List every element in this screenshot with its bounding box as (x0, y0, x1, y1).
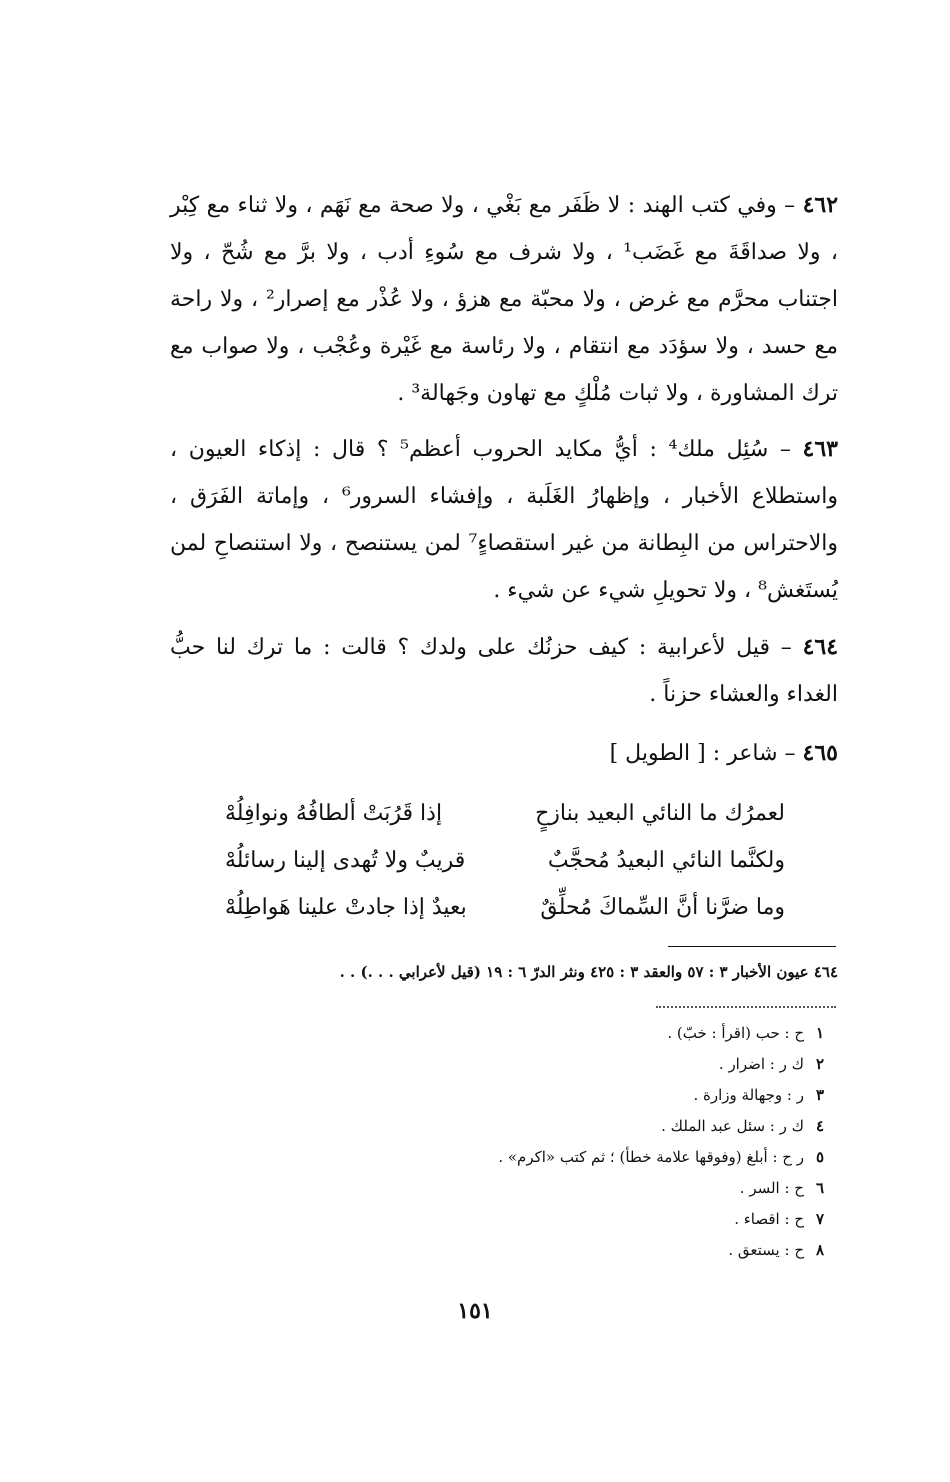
footnote (200, 1018, 836, 1049)
verse-first-hemistich: وما ضرَّنا أنَّ السِّماكَ مُحلِّقٌ (540, 895, 785, 920)
paragraph-number: ٤٦٤ (802, 634, 839, 660)
footnote (200, 1111, 836, 1142)
footnote (200, 1173, 836, 1204)
paragraph-464 (170, 624, 838, 718)
footnotes-list (200, 1018, 836, 1266)
verse-second-hemistich: إذا قَرُبَتْ ألطافُهُ ونوافِلُهْ (225, 801, 443, 826)
footnote-number: ٥ (815, 1148, 825, 1166)
source-note: ٤٦٤ عيون الأخبار ٣ : ٥٧ والعقد ٣ : ٤٢٥ ونثر الدرّ ٦ : ١٩ (قيل لأعرابي . . .) . . (339, 963, 838, 981)
footnote-text: ر ح : أبلغ (وفوقها علامة خطأ) ؛ ثم كتب «اكرم» . (498, 1148, 804, 1166)
paragraph-text: – سُئِل ملك⁴ : أيُّ مكايد الحروب أعظم⁵ ؟ قال : إذكاء العيون ، واستطلاع الأخبار ، وإظهارُ الغَلَبة ، وإفشاء السرور⁶ ، وإماتة الفَرَق ، والاحتراس من البِطانة من غير استقصاءٍ⁷ لمن يستنصح ، ولا استنصاحِ لمن يُستَغش⁸ ، ولا تحويلِ شيء عن شيء . (170, 437, 839, 603)
paragraph-text: – وفي كتب الهند : لا ظَفَر مع بَغْي ، ولا صحة مع نَهَم ، ولا ثناء مع كِبْر ، ولا صداقَةَ مع غَضَب¹ ، ولا شرف مع سُوءِ أدب ، ولا برَّ مع شُحّ ، ولا اجتناب محرَّم مع غرض ، ولا محبّة مع هزؤ ، ولا عُذْر مع إصرار² ، ولا راحة مع حسد ، ولا سؤدَد مع انتقام ، ولا رئاسة مع غَيْرة وعُجْب ، ولا صواب مع ترك المشاورة ، ولا ثبات مُلْكٍ مع تهاون وجَهالة³ . (170, 193, 838, 406)
verse-second-hemistich: قريبٌ ولا تُهدى إلينا رسائلُهْ (225, 848, 466, 873)
footnote-text: ح : السر . (739, 1179, 804, 1197)
footnote-number: ٣ (815, 1086, 825, 1104)
paragraph-number: ٤٦٣ (802, 436, 838, 462)
footnote-number: ٨ (815, 1241, 825, 1259)
verse-line (225, 837, 785, 884)
footnote-text: ح : يستعق . (728, 1241, 804, 1259)
paragraph-465 (170, 730, 838, 777)
footnote-text: ك ر : اضرار . (718, 1055, 804, 1073)
page-number: ١٥١ (457, 1298, 493, 1324)
footnote (200, 1049, 836, 1080)
footnote (200, 1235, 836, 1266)
footnote-number: ١ (815, 1024, 825, 1042)
paragraph-text: – شاعر : [ الطويل ] (609, 741, 796, 766)
footnote-number: ٢ (815, 1055, 825, 1073)
footnote-text: ك ر : سئل عبد الملك . (661, 1117, 804, 1135)
paragraph-463 (170, 426, 838, 614)
verse-line (225, 790, 785, 837)
footnote (200, 1204, 836, 1235)
footnote-number: ٧ (815, 1210, 825, 1228)
poem (225, 790, 785, 931)
footnote-number: ٦ (815, 1179, 825, 1197)
verse-first-hemistich: لعمرُك ما النائي البعيد بنازحٍ (535, 801, 785, 826)
verse-second-hemistich: بعيدٌ إذا جادتْ علينا هَواطِلُهْ (225, 895, 467, 920)
paragraph-462 (170, 182, 838, 417)
verse-line (225, 884, 785, 931)
footnote-text: ر : وجهالة وزارة . (693, 1086, 804, 1104)
paragraph-text: – قيل لأعرابية : كيف حزنُك على ولدك ؟ قالت : ما ترك لنا حبُّ الغداء والعشاء حزناً . (170, 635, 838, 707)
footnote-separator (668, 946, 836, 947)
footnote (200, 1142, 836, 1173)
footnote-number: ٤ (815, 1117, 825, 1135)
verse-first-hemistich: ولكنَّما النائي البعيدُ مُحجَّبٌ (547, 848, 785, 873)
footnote-text: ح : حب (اقرأ : خبّ) . (667, 1024, 804, 1042)
footnote-text: ح : اقصاء . (734, 1210, 804, 1228)
dotted-separator (656, 1006, 836, 1008)
paragraph-number: ٤٦٥ (802, 740, 838, 766)
paragraph-number: ٤٦٢ (802, 192, 839, 218)
footnote (200, 1080, 836, 1111)
